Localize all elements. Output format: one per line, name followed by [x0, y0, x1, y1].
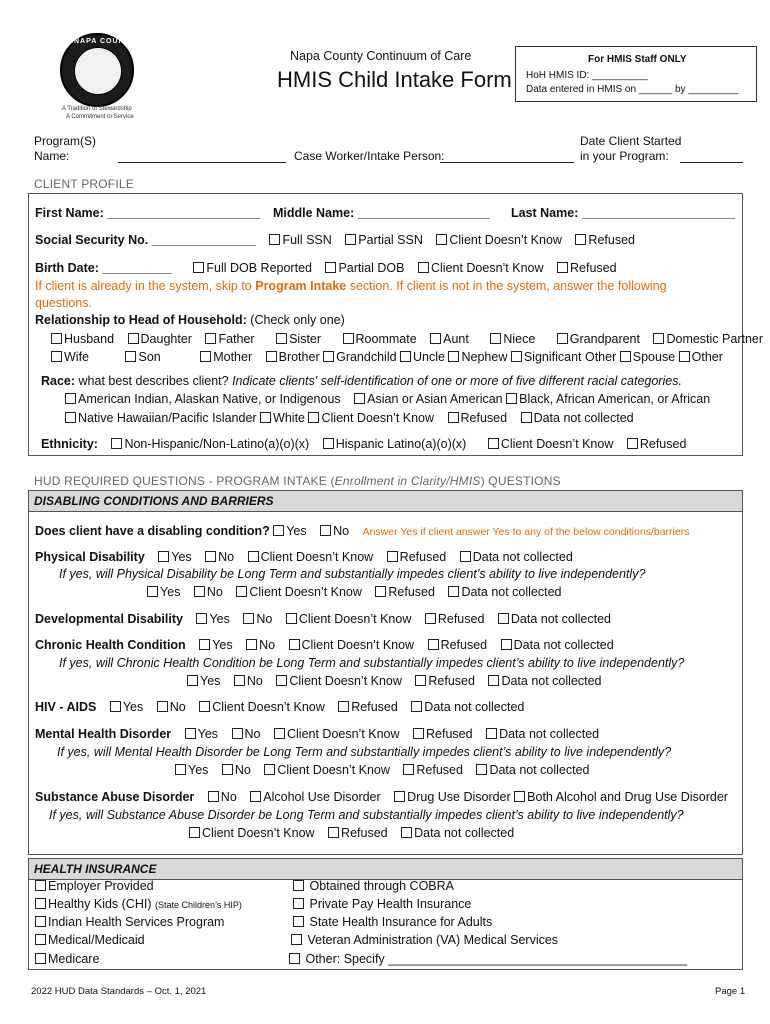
- substance-alcohol-label: Alcohol Use Disorder: [263, 790, 381, 804]
- chronic-lt-not-collected-label: Data not collected: [501, 674, 602, 688]
- hiv-row: [35, 700, 524, 714]
- rel-sister-label: Sister: [289, 332, 322, 346]
- developmental-no-label: No: [256, 612, 273, 626]
- hiv-dk-label: Client Doesn’t Know: [212, 700, 325, 714]
- disabling-question: Does client have a disabling condition?: [35, 524, 274, 538]
- developmental-no-checkbox[interactable]: [243, 613, 254, 624]
- physical-lt-refused-label: Refused: [388, 585, 435, 599]
- race-label: Race:: [41, 374, 76, 388]
- ssn-dk-checkbox[interactable]: [436, 234, 447, 245]
- mental-lt-refused-checkbox[interactable]: [403, 764, 414, 775]
- hiv-refused-label: Refused: [351, 700, 398, 714]
- mental-label: Mental Health Disorder: [35, 727, 172, 741]
- rel-grandchild-label: Grandchild: [336, 350, 397, 364]
- tagline-2: A Commitment to Service: [66, 114, 134, 120]
- rel-significant-other-checkbox[interactable]: [511, 351, 522, 362]
- rel-niece-checkbox[interactable]: [490, 333, 501, 344]
- hud-heading: [34, 474, 561, 488]
- ins-state-item: [293, 915, 492, 929]
- hiv-label: HIV - AIDS: [35, 700, 97, 714]
- substance-lt-not-collected-label: Data not collected: [414, 826, 515, 840]
- substance-drug-checkbox[interactable]: [394, 791, 405, 802]
- chronic-lt-not-collected-checkbox[interactable]: [488, 675, 499, 686]
- hud-heading-italic: Enrollment in Clarity/HMIS: [334, 474, 481, 488]
- skip-note-link: Program Intake: [255, 279, 347, 293]
- rel-niece-label: Niece: [503, 332, 536, 346]
- physical-no-checkbox[interactable]: [205, 551, 216, 562]
- dob-dk-checkbox[interactable]: [418, 262, 429, 273]
- date-started-label-1: Date Client Started: [580, 134, 682, 148]
- mental-row: [35, 727, 599, 741]
- disabling-no-checkbox[interactable]: [320, 525, 331, 536]
- data-entered-line[interactable]: Data entered in HMIS on ______ by _________: [526, 84, 739, 95]
- rel-daughter-label: Daughter: [140, 332, 192, 346]
- chronic-not-collected-label: Data not collected: [513, 638, 614, 652]
- mental-dk-checkbox[interactable]: [274, 728, 285, 739]
- mental-lt-no-checkbox[interactable]: [222, 764, 233, 775]
- mental-no-checkbox[interactable]: [232, 728, 243, 739]
- race-black-label: Black, African American, or African: [519, 392, 711, 406]
- ins-medicaid-label: Medical/Medicaid: [48, 933, 145, 947]
- substance-row: [35, 790, 728, 804]
- mental-lt-not-collected-checkbox[interactable]: [476, 764, 487, 775]
- program-name-field[interactable]: [118, 162, 286, 163]
- substance-lt-dk-label: Client Doesn’t Know: [202, 826, 315, 840]
- chronic-yes-checkbox[interactable]: [199, 639, 210, 650]
- mental-yes-label: Yes: [197, 727, 219, 741]
- race-dk-checkbox[interactable]: [308, 412, 319, 423]
- ssn-dk-label: Client Doesn’t Know: [449, 233, 562, 247]
- substance-no-checkbox[interactable]: [208, 791, 219, 802]
- chronic-lt-dk-label: Client Doesn’t Know: [289, 674, 402, 688]
- ins-healthy-kids-checkbox[interactable]: [35, 898, 46, 909]
- ssn-row: [35, 233, 635, 247]
- physical-lt-no-checkbox[interactable]: [194, 586, 205, 597]
- program-name-label-1: Program(S): [34, 134, 97, 148]
- rel-nephew-checkbox[interactable]: [448, 351, 459, 362]
- chronic-lt-refused-checkbox[interactable]: [415, 675, 426, 686]
- last-name-field[interactable]: Last Name: ______________________: [511, 206, 735, 220]
- mental-lt-no-label: No: [234, 763, 251, 777]
- mental-refused-label: Refused: [426, 727, 473, 741]
- hiv-dk-checkbox[interactable]: [199, 701, 210, 712]
- hiv-no-label: No: [169, 700, 186, 714]
- relationship-row-2: [51, 350, 723, 364]
- physical-dk-checkbox[interactable]: [248, 551, 259, 562]
- race-american-indian-label: American Indian, Alaskan Native, or Indigenous: [78, 392, 341, 406]
- rel-son-label: Son: [138, 350, 161, 364]
- county-seal-logo: [60, 33, 134, 107]
- ins-cobra-item: [293, 879, 454, 893]
- mental-lt-dk-checkbox[interactable]: [264, 764, 275, 775]
- dob-refused-checkbox[interactable]: [557, 262, 568, 273]
- date-started-field[interactable]: [680, 162, 743, 163]
- rel-mother-checkbox[interactable]: [200, 351, 211, 362]
- mental-refused-checkbox[interactable]: [413, 728, 424, 739]
- chronic-lt-refused-label: Refused: [428, 674, 475, 688]
- rel-husband-label: Husband: [64, 332, 115, 346]
- ins-healthy-kids-item: [35, 897, 242, 911]
- ins-cobra-label: Obtained through COBRA: [309, 879, 455, 893]
- ethnicity-row: [41, 437, 686, 451]
- rel-wife-label: Wife: [64, 350, 89, 364]
- ins-private-checkbox[interactable]: [293, 898, 304, 909]
- footer-standards: 2022 HUD Data Standards – Oct. 1, 2021: [31, 986, 207, 997]
- seal-emblem: [74, 47, 122, 95]
- chronic-followup-options: [187, 674, 602, 688]
- mental-not-collected-checkbox[interactable]: [486, 728, 497, 739]
- substance-lt-refused-checkbox[interactable]: [328, 827, 339, 838]
- hiv-not-collected-label: Data not collected: [424, 700, 525, 714]
- rel-roommate-checkbox[interactable]: [343, 333, 354, 344]
- developmental-yes-checkbox[interactable]: [196, 613, 207, 624]
- chronic-followup: If yes, will Chronic Health Condition be Long Term and substantially impedes client’s ability to live independently?: [59, 656, 685, 670]
- skip-note-post: section. If client is not in the system, answer the following: [346, 279, 667, 293]
- ins-private-item: [293, 897, 471, 911]
- disabling-question-row: [35, 524, 689, 538]
- race-row-2: [65, 411, 634, 425]
- substance-lt-dk-checkbox[interactable]: [189, 827, 200, 838]
- ins-healthy-kids-note: (State Children’s HIP): [154, 900, 242, 910]
- health-insurance-bar: HEALTH INSURANCE: [29, 859, 742, 880]
- rel-grandparent-label: Grandparent: [569, 332, 640, 346]
- physical-dk-label: Client Doesn’t Know: [260, 550, 374, 564]
- page-title: HMIS Child Intake Form: [277, 67, 512, 92]
- relationship-row-1: [51, 332, 763, 346]
- physical-lt-refused-checkbox[interactable]: [375, 586, 386, 597]
- client-profile-box: [28, 193, 764, 456]
- rel-aunt-checkbox[interactable]: [430, 333, 441, 344]
- chronic-lt-yes-label: Yes: [200, 674, 221, 688]
- staff-box-title: For HMIS Staff ONLY: [588, 54, 687, 65]
- rel-domestic-partner-checkbox[interactable]: [653, 333, 664, 344]
- middle-name-field[interactable]: Middle Name: ___________________: [273, 206, 490, 220]
- ssn-refused-checkbox[interactable]: [575, 234, 586, 245]
- ins-ihs-item: [35, 915, 224, 929]
- dob-dk-label: Client Doesn’t Know: [430, 261, 544, 275]
- dob-partial-label: Partial DOB: [338, 261, 405, 275]
- ethnicity-label: Ethnicity:: [41, 437, 98, 451]
- race-american-indian-checkbox[interactable]: [65, 393, 76, 404]
- developmental-row: [35, 612, 611, 626]
- rel-grandparent-checkbox[interactable]: [557, 333, 568, 344]
- hud-heading-post: ) QUESTIONS: [480, 474, 561, 488]
- ins-cobra-checkbox[interactable]: [293, 880, 304, 891]
- rel-aunt-label: Aunt: [443, 332, 469, 346]
- race-refused-checkbox[interactable]: [448, 412, 459, 423]
- dob-row: [35, 261, 617, 275]
- skip-note: [35, 279, 667, 293]
- ins-employer-checkbox[interactable]: [35, 880, 46, 891]
- physical-lt-not-collected-label: Data not collected: [461, 585, 562, 599]
- physical-lt-yes-label: Yes: [160, 585, 181, 599]
- dob-full-label: Full DOB Reported: [206, 261, 312, 275]
- substance-followup-options: [189, 826, 514, 840]
- mental-lt-dk-label: Client Doesn’t Know: [277, 763, 390, 777]
- ins-ihs-label: Indian Health Services Program: [48, 915, 225, 929]
- race-refused-label: Refused: [460, 411, 508, 425]
- substance-label: Substance Abuse Disorder: [35, 790, 195, 804]
- page-number: Page 1: [715, 986, 746, 997]
- race-asian-checkbox[interactable]: [354, 393, 365, 404]
- staff-only-box: [515, 46, 757, 102]
- race-not-collected-checkbox[interactable]: [521, 412, 532, 423]
- hud-heading-pre: HUD REQUIRED QUESTIONS - PROGRAM INTAKE (: [34, 474, 335, 488]
- physical-yes-checkbox[interactable]: [158, 551, 169, 562]
- eth-dk-label: Client Doesn’t Know: [500, 437, 614, 451]
- ssn-partial-label: Partial SSN: [358, 233, 423, 247]
- ssn-partial-checkbox[interactable]: [345, 234, 356, 245]
- chronic-refused-checkbox[interactable]: [428, 639, 439, 650]
- substance-drug-label: Drug Use Disorder: [407, 790, 511, 804]
- mental-no-label: No: [244, 727, 261, 741]
- race-black-checkbox[interactable]: [506, 393, 517, 404]
- rel-sister-checkbox[interactable]: [276, 333, 287, 344]
- rel-domestic-partner-label: Domestic Partner: [666, 332, 764, 346]
- chronic-no-checkbox[interactable]: [246, 639, 257, 650]
- hiv-yes-label: Yes: [122, 700, 144, 714]
- rel-son-checkbox[interactable]: [125, 351, 136, 362]
- hiv-refused-checkbox[interactable]: [338, 701, 349, 712]
- race-pacific-islander-checkbox[interactable]: [65, 412, 76, 423]
- physical-followup: If yes, will Physical Disability be Long Term and substantially impedes client’s ability to live independently?: [59, 567, 646, 581]
- tagline-1: A Tradition of Stewardship: [62, 106, 132, 112]
- rel-daughter-checkbox[interactable]: [128, 333, 139, 344]
- eth-non-hispanic-checkbox[interactable]: [111, 438, 122, 449]
- physical-followup-options: [147, 585, 562, 599]
- developmental-yes-label: Yes: [209, 612, 230, 626]
- substance-both-checkbox[interactable]: [514, 791, 525, 802]
- ins-state-label: State Health Insurance for Adults: [309, 915, 493, 929]
- ins-healthy-kids-label: Healthy Kids (CHI): [48, 897, 152, 911]
- rel-husband-checkbox[interactable]: [51, 333, 62, 344]
- chronic-not-collected-checkbox[interactable]: [501, 639, 512, 650]
- rel-mother-label: Mother: [213, 350, 253, 364]
- ins-employer-item: [35, 879, 154, 893]
- relationship-label: Relationship to Head of Household:: [35, 313, 247, 327]
- chronic-no-label: No: [259, 638, 276, 652]
- ssn-full-checkbox[interactable]: [269, 234, 280, 245]
- physical-no-label: No: [218, 550, 235, 564]
- rel-father-label: Father: [218, 332, 255, 346]
- seal-text: NAPA COUNTY: [74, 38, 136, 45]
- physical-lt-dk-label: Client Doesn’t Know: [249, 585, 362, 599]
- ins-medicaid-checkbox[interactable]: [35, 934, 46, 945]
- ins-va-item: [291, 933, 558, 947]
- first-name-field[interactable]: First Name: ______________________: [35, 206, 261, 220]
- skip-note-pre: If client is already in the system, skip to: [35, 279, 256, 293]
- substance-lt-refused-label: Refused: [341, 826, 388, 840]
- race-white-checkbox[interactable]: [260, 412, 271, 423]
- mental-followup-options: [175, 763, 590, 777]
- chronic-lt-dk-checkbox[interactable]: [276, 675, 287, 686]
- program-name-label-2: Name:: [34, 149, 70, 163]
- disabling-no-label: No: [333, 524, 350, 538]
- ssn-refused-label: Refused: [588, 233, 635, 247]
- developmental-refused-checkbox[interactable]: [425, 613, 436, 624]
- developmental-dk-label: Client Doesn’t Know: [298, 612, 412, 626]
- developmental-not-collected-label: Data not collected: [510, 612, 611, 626]
- rel-other-label: Other: [691, 350, 723, 364]
- chronic-yes-label: Yes: [212, 638, 233, 652]
- rel-grandchild-checkbox[interactable]: [323, 351, 334, 362]
- rel-significant-other-label: Significant Other: [523, 350, 617, 364]
- eth-hispanic-label: Hispanic Latino(a)(o)(x): [335, 437, 467, 451]
- race-dk-label: Client Doesn’t Know: [321, 411, 435, 425]
- eth-dk-checkbox[interactable]: [488, 438, 499, 449]
- mental-dk-label: Client Doesn’t Know: [286, 727, 400, 741]
- ins-other-label[interactable]: Other: Specify ___________________________________________: [305, 952, 688, 966]
- ins-state-checkbox[interactable]: [293, 916, 304, 927]
- caseworker-field[interactable]: [440, 162, 574, 163]
- eth-non-hispanic-label: Non-Hispanic/Non-Latino(a)(o)(x): [124, 437, 310, 451]
- relationship-heading: [35, 313, 345, 327]
- physical-label: Physical Disability: [35, 550, 145, 564]
- ins-medicare-item: [35, 952, 99, 966]
- physical-refused-label: Refused: [399, 550, 447, 564]
- chronic-refused-label: Refused: [440, 638, 488, 652]
- ins-va-checkbox[interactable]: [291, 934, 302, 945]
- client-profile-heading: CLIENT PROFILE: [34, 177, 134, 191]
- ins-medicaid-item: [35, 933, 145, 947]
- rel-father-checkbox[interactable]: [205, 333, 216, 344]
- ins-medicare-checkbox[interactable]: [35, 953, 46, 964]
- date-started-label-2: in your Program:: [580, 149, 669, 163]
- race-asian-label: Asian or Asian American: [367, 392, 503, 406]
- mental-lt-yes-checkbox[interactable]: [175, 764, 186, 775]
- race-row-1: [65, 392, 710, 406]
- rel-other-checkbox[interactable]: [679, 351, 690, 362]
- caseworker-label: Case Worker/Intake Person:: [294, 149, 445, 163]
- rel-nephew-label: Nephew: [461, 350, 508, 364]
- developmental-dk-checkbox[interactable]: [286, 613, 297, 624]
- dob-label[interactable]: Birth Date: __________: [35, 261, 172, 275]
- relationship-hint: (Check only one): [246, 313, 345, 327]
- physical-yes-label: Yes: [171, 550, 192, 564]
- dob-partial-checkbox[interactable]: [325, 262, 336, 273]
- hiv-not-collected-checkbox[interactable]: [411, 701, 422, 712]
- race-not-collected-label: Data not collected: [533, 411, 634, 425]
- physical-row: [35, 550, 573, 564]
- mental-lt-refused-label: Refused: [416, 763, 463, 777]
- rel-brother-checkbox[interactable]: [266, 351, 277, 362]
- rel-spouse-checkbox[interactable]: [620, 351, 631, 362]
- race-question: [41, 374, 682, 388]
- disabling-conditions-box: [28, 490, 743, 855]
- developmental-not-collected-checkbox[interactable]: [498, 613, 509, 624]
- rel-uncle-checkbox[interactable]: [400, 351, 411, 362]
- race-pacific-islander-label: Native Hawaiian/Pacific Islander: [78, 411, 257, 425]
- eth-refused-checkbox[interactable]: [627, 438, 638, 449]
- mental-lt-yes-label: Yes: [188, 763, 209, 777]
- mental-not-collected-label: Data not collected: [499, 727, 600, 741]
- ins-private-label: Private Pay Health Insurance: [309, 897, 472, 911]
- disabling-yes-checkbox[interactable]: [273, 525, 284, 536]
- developmental-refused-label: Refused: [437, 612, 485, 626]
- ins-medicare-label: Medicare: [48, 952, 100, 966]
- rel-wife-checkbox[interactable]: [51, 351, 62, 362]
- dob-refused-label: Refused: [570, 261, 617, 275]
- substance-followup: If yes, will Substance Abuse Disorder be Long Term and substantially impedes client’s ability to live independently?: [49, 808, 684, 822]
- race-white-label: White: [273, 411, 305, 425]
- mental-yes-checkbox[interactable]: [185, 728, 196, 739]
- ins-employer-label: Employer Provided: [48, 879, 154, 893]
- hoh-hmis-id[interactable]: HoH HMIS ID: __________: [526, 70, 648, 81]
- eth-hispanic-checkbox[interactable]: [323, 438, 334, 449]
- hiv-yes-checkbox[interactable]: [110, 701, 121, 712]
- chronic-lt-no-label: No: [246, 674, 263, 688]
- ins-other-item: [289, 952, 687, 966]
- physical-lt-no-label: No: [206, 585, 223, 599]
- mental-lt-not-collected-label: Data not collected: [489, 763, 590, 777]
- rel-uncle-label: Uncle: [413, 350, 445, 364]
- ssn-full-label: Full SSN: [282, 233, 332, 247]
- dob-full-checkbox[interactable]: [193, 262, 204, 273]
- chronic-dk-label: Client Doesn’t Know: [301, 638, 415, 652]
- physical-lt-yes-checkbox[interactable]: [147, 586, 158, 597]
- skip-note-line2: questions.: [35, 296, 92, 310]
- mental-followup: If yes, will Mental Health Disorder be Long Term and substantially impedes client’s ability to live independently?: [57, 745, 672, 759]
- chronic-row: [35, 638, 614, 652]
- chronic-label: Chronic Health Condition: [35, 638, 186, 652]
- disabling-hint: Answer Yes if client answer Yes to any of the below conditions/barriers: [362, 526, 690, 538]
- disabling-bar: DISABLING CONDITIONS AND BARRIERS: [29, 491, 742, 512]
- eth-refused-label: Refused: [639, 437, 687, 451]
- ins-va-label: Veteran Administration (VA) Medical Services: [307, 933, 559, 947]
- race-question-text: what best describes client?: [75, 374, 233, 388]
- ins-ihs-checkbox[interactable]: [35, 916, 46, 927]
- substance-lt-not-collected-checkbox[interactable]: [401, 827, 412, 838]
- physical-lt-dk-checkbox[interactable]: [236, 586, 247, 597]
- physical-not-collected-checkbox[interactable]: [460, 551, 471, 562]
- ssn-label[interactable]: Social Security No. _______________: [35, 233, 256, 247]
- ins-other-checkbox[interactable]: [289, 953, 300, 964]
- substance-both-label: Both Alcohol and Drug Use Disorder: [527, 790, 728, 804]
- rel-brother-label: Brother: [278, 350, 320, 364]
- race-hint: Indicate clients' self-identification of one or more of five different racial categories.: [232, 374, 682, 388]
- rel-spouse-label: Spouse: [632, 350, 676, 364]
- physical-not-collected-label: Data not collected: [472, 550, 573, 564]
- substance-no-label: No: [220, 790, 237, 804]
- substance-alcohol-checkbox[interactable]: [250, 791, 261, 802]
- health-insurance-box: [28, 858, 743, 970]
- chronic-lt-yes-checkbox[interactable]: [187, 675, 198, 686]
- org-name: Napa County Continuum of Care: [290, 49, 472, 63]
- developmental-label: Developmental Disability: [35, 612, 183, 626]
- rel-roommate-label: Roommate: [355, 332, 417, 346]
- hiv-no-checkbox[interactable]: [157, 701, 168, 712]
- chronic-dk-checkbox[interactable]: [289, 639, 300, 650]
- physical-lt-not-collected-checkbox[interactable]: [448, 586, 459, 597]
- physical-refused-checkbox[interactable]: [387, 551, 398, 562]
- chronic-lt-no-checkbox[interactable]: [234, 675, 245, 686]
- disabling-yes-label: Yes: [286, 524, 307, 538]
